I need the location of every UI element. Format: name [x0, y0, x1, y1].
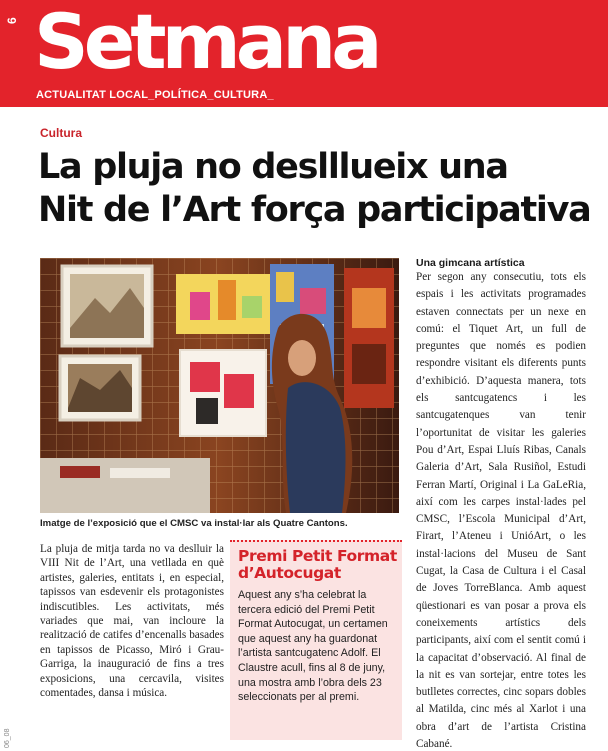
- masthead: [0, 0, 608, 107]
- exhibition-photo-illustration: [40, 258, 399, 513]
- headline-line-2: Nit de l’Art força participativa: [38, 190, 591, 230]
- photo-caption: Imatge de l’exposició que el CMSC va instal·lar als Quatre Cantons.: [40, 518, 348, 529]
- sidebar-box-title: Premi Petit Format d’Autocugat: [238, 547, 397, 582]
- section-kicker: Cultura: [40, 126, 82, 140]
- sidebar-box: [230, 540, 402, 740]
- body-column-left: La pluja de mitja tarda no va deslluir la VIII Nit de l’Art, una vetllada en què artistes, galeries, entitats i, en especial, tapissos van esdevenir els protagonistes indiscutibles. Les activitats, més variades que mai, van incloure la realització de catifes d’encenalls basades en tapissos de Picasso, Miró i Grau-Garriga, la inauguració de fins a tres exposicions, una cercavila, visites comentades, dansa i música.: [40, 543, 224, 700]
- sidebar-box-text: Aquest any s’ha celebrat la tercera edició del Premi Petit Format Autocugat, un certamen que aquest any ha guardonat l’artista santcugatenc Adolf. El Claustre acull, fins al 8 de juny, una mostra amb l’obra dels 23 seleccionats per al premi.: [238, 589, 388, 704]
- article-headline: [38, 146, 598, 232]
- headline-line-1: La pluja no deslllueix una: [38, 147, 508, 187]
- footer-code: 06_08: [4, 728, 11, 748]
- brand-logo: Setmana: [34, 0, 378, 86]
- section-strip: ACTUALITAT LOCAL_POLÍTICA_CULTURA_: [36, 89, 274, 101]
- article-photo: [40, 258, 399, 513]
- body-column-right: Per segon any consecutiu, tots els espais i les activitats programades estaven connectats per un nexe en comú: el Tiquet Art, un full de preguntes que només es podien respondre visitant els diferents punts d’exhibició. D’aquesta manera, tots els santcugatencs i les santcugatenques van tenir l’oportunitat de visitar les galeries Pou d’Art, Espai Lluís Ribas, Canals Galeria d’Art, Sala Rusiñol, Estudi Ferran Martí, Original i La GaLeRia, així com les carpes instal·lades pel CMSC, l’Escola Municipal d’Art, Firart, l’Ateneu i UnióArt, o les instal·lacions del Museu de Sant Cugat, la Casa de Cultura i el Casal de Joves TorreBlanca. Amb aquest qüestionari es van posar a prova els coneixements artístics dels participants, així com el sentit comú i la capacitat d’observació. Al final de la nit es van sortejar, entre totes les butlletes correctes, cinc sopars dobles al Matilda, cinc més al Xarlot i una obra d’art de l’artista Cristina Cabané.: [416, 271, 586, 751]
- page-number: 6: [5, 17, 19, 24]
- right-subhead: Una gimcana artística: [416, 257, 525, 269]
